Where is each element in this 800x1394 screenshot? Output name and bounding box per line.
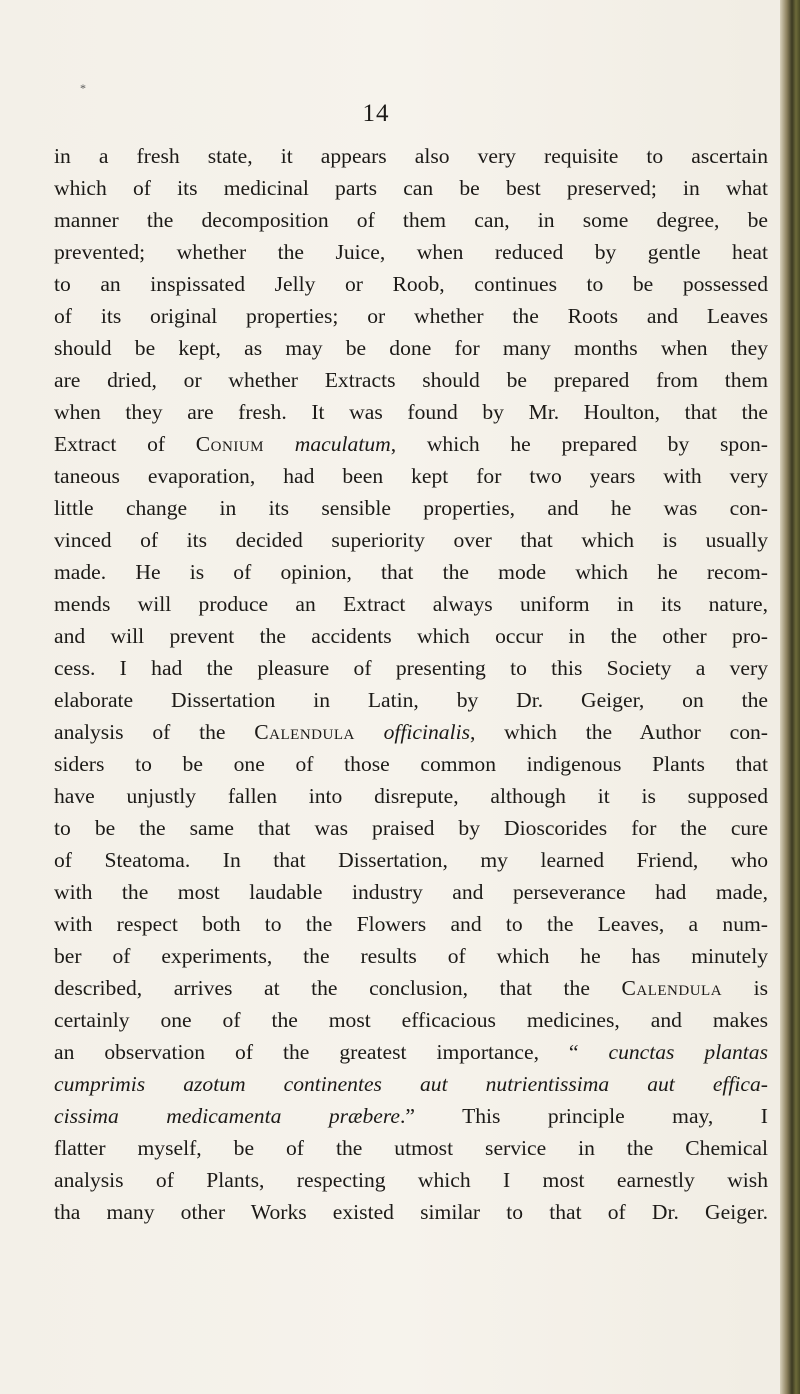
text-line: to an inspissated Jelly or Roob, continues to be possessed xyxy=(54,272,768,296)
text-line: analysis of the Calendula officinalis, which the Author con- xyxy=(54,720,768,744)
text-line: an observation of the greatest importance, “ cunctas plantas xyxy=(54,1040,768,1064)
text-line: cess. I had the pleasure of presenting to this Society a very xyxy=(54,656,768,680)
text-line: made. He is of opinion, that the mode which he recom- xyxy=(54,560,768,584)
text-line xyxy=(54,1068,768,1100)
plant-genus: Calendula xyxy=(621,976,723,1000)
page-number: 14 xyxy=(362,100,390,127)
text-line: when they are fresh. It was found by Mr. Houlton, that the xyxy=(54,400,768,424)
text-line: described, arrives at the conclusion, that the Calendula is xyxy=(54,976,768,1000)
text-line: elaborate Dissertation in Latin, by Dr. Geiger, on the xyxy=(54,688,768,712)
text-line: with the most laudable industry and perseverance had made, xyxy=(54,880,768,904)
text-line: manner the decomposition of them can, in some degree, be xyxy=(54,208,768,232)
text-line: are dried, or whether Extracts should be prepared from them xyxy=(54,368,768,392)
text-line: which of its medicinal parts can be best preserved; in what xyxy=(54,176,768,200)
text-line: certainly one of the most efficacious medicines, and makes xyxy=(54,1008,768,1032)
text-line: and will prevent the accidents which occur in the other pro- xyxy=(54,624,768,648)
text-line: mends will produce an Extract always uniform in its nature, xyxy=(54,592,768,616)
text-line: flatter myself, be of the utmost service in the Chemical xyxy=(54,1136,768,1160)
page-edge xyxy=(780,0,800,1394)
text-line: analysis of Plants, respecting which I most earnestly wish xyxy=(54,1168,768,1192)
text-line: vinced of its decided superiority over that which is usually xyxy=(54,528,768,552)
text-line: siders to be one of those common indigenous Plants that xyxy=(54,752,768,776)
text-line: of Steatoma. In that Dissertation, my learned Friend, who xyxy=(54,848,768,872)
text-line: ber of experiments, the results of which he has minutely xyxy=(54,944,768,968)
text-line: tha many other Works existed similar to that of Dr. Geiger. xyxy=(54,1200,768,1224)
latin-quote: cissima medicamenta præbere xyxy=(54,1104,401,1128)
text-line: taneous evaporation, had been kept for two years with very xyxy=(54,464,768,488)
text-line: Extract of Conium maculatum, which he prepared by spon- xyxy=(54,432,768,456)
text-line: cissima medicamenta præbere.” This principle may, I xyxy=(54,1104,768,1128)
plant-species: maculatum xyxy=(294,432,391,456)
text-line: in a fresh state, it appears also very requisite to ascertain xyxy=(54,144,768,168)
text-line: with respect both to the Flowers and to the Leaves, a num- xyxy=(54,912,768,936)
plant-genus: Calendula xyxy=(254,720,355,744)
ink-mark: * xyxy=(80,81,86,95)
text-line: little change in its sensible properties, and he was con- xyxy=(54,496,768,520)
text-line: to be the same that was praised by Dioscorides for the cure xyxy=(54,816,768,840)
latin-quote: cumprimis azotum continentes aut nutrientissima aut effica- xyxy=(54,1072,768,1096)
text-line: prevented; whether the Juice, when reduced by gentle heat xyxy=(54,240,768,264)
text-line: of its original properties; or whether the Roots and Leaves xyxy=(54,304,768,328)
text-line: have unjustly fallen into disrepute, although it is supposed xyxy=(54,784,768,808)
text-line: should be kept, as may be done for many months when they xyxy=(54,336,768,360)
plant-genus: Conium xyxy=(195,432,265,456)
latin-quote: cunctas plantas xyxy=(608,1040,768,1064)
body-text xyxy=(54,140,768,1228)
plant-species: officinalis xyxy=(383,720,470,744)
